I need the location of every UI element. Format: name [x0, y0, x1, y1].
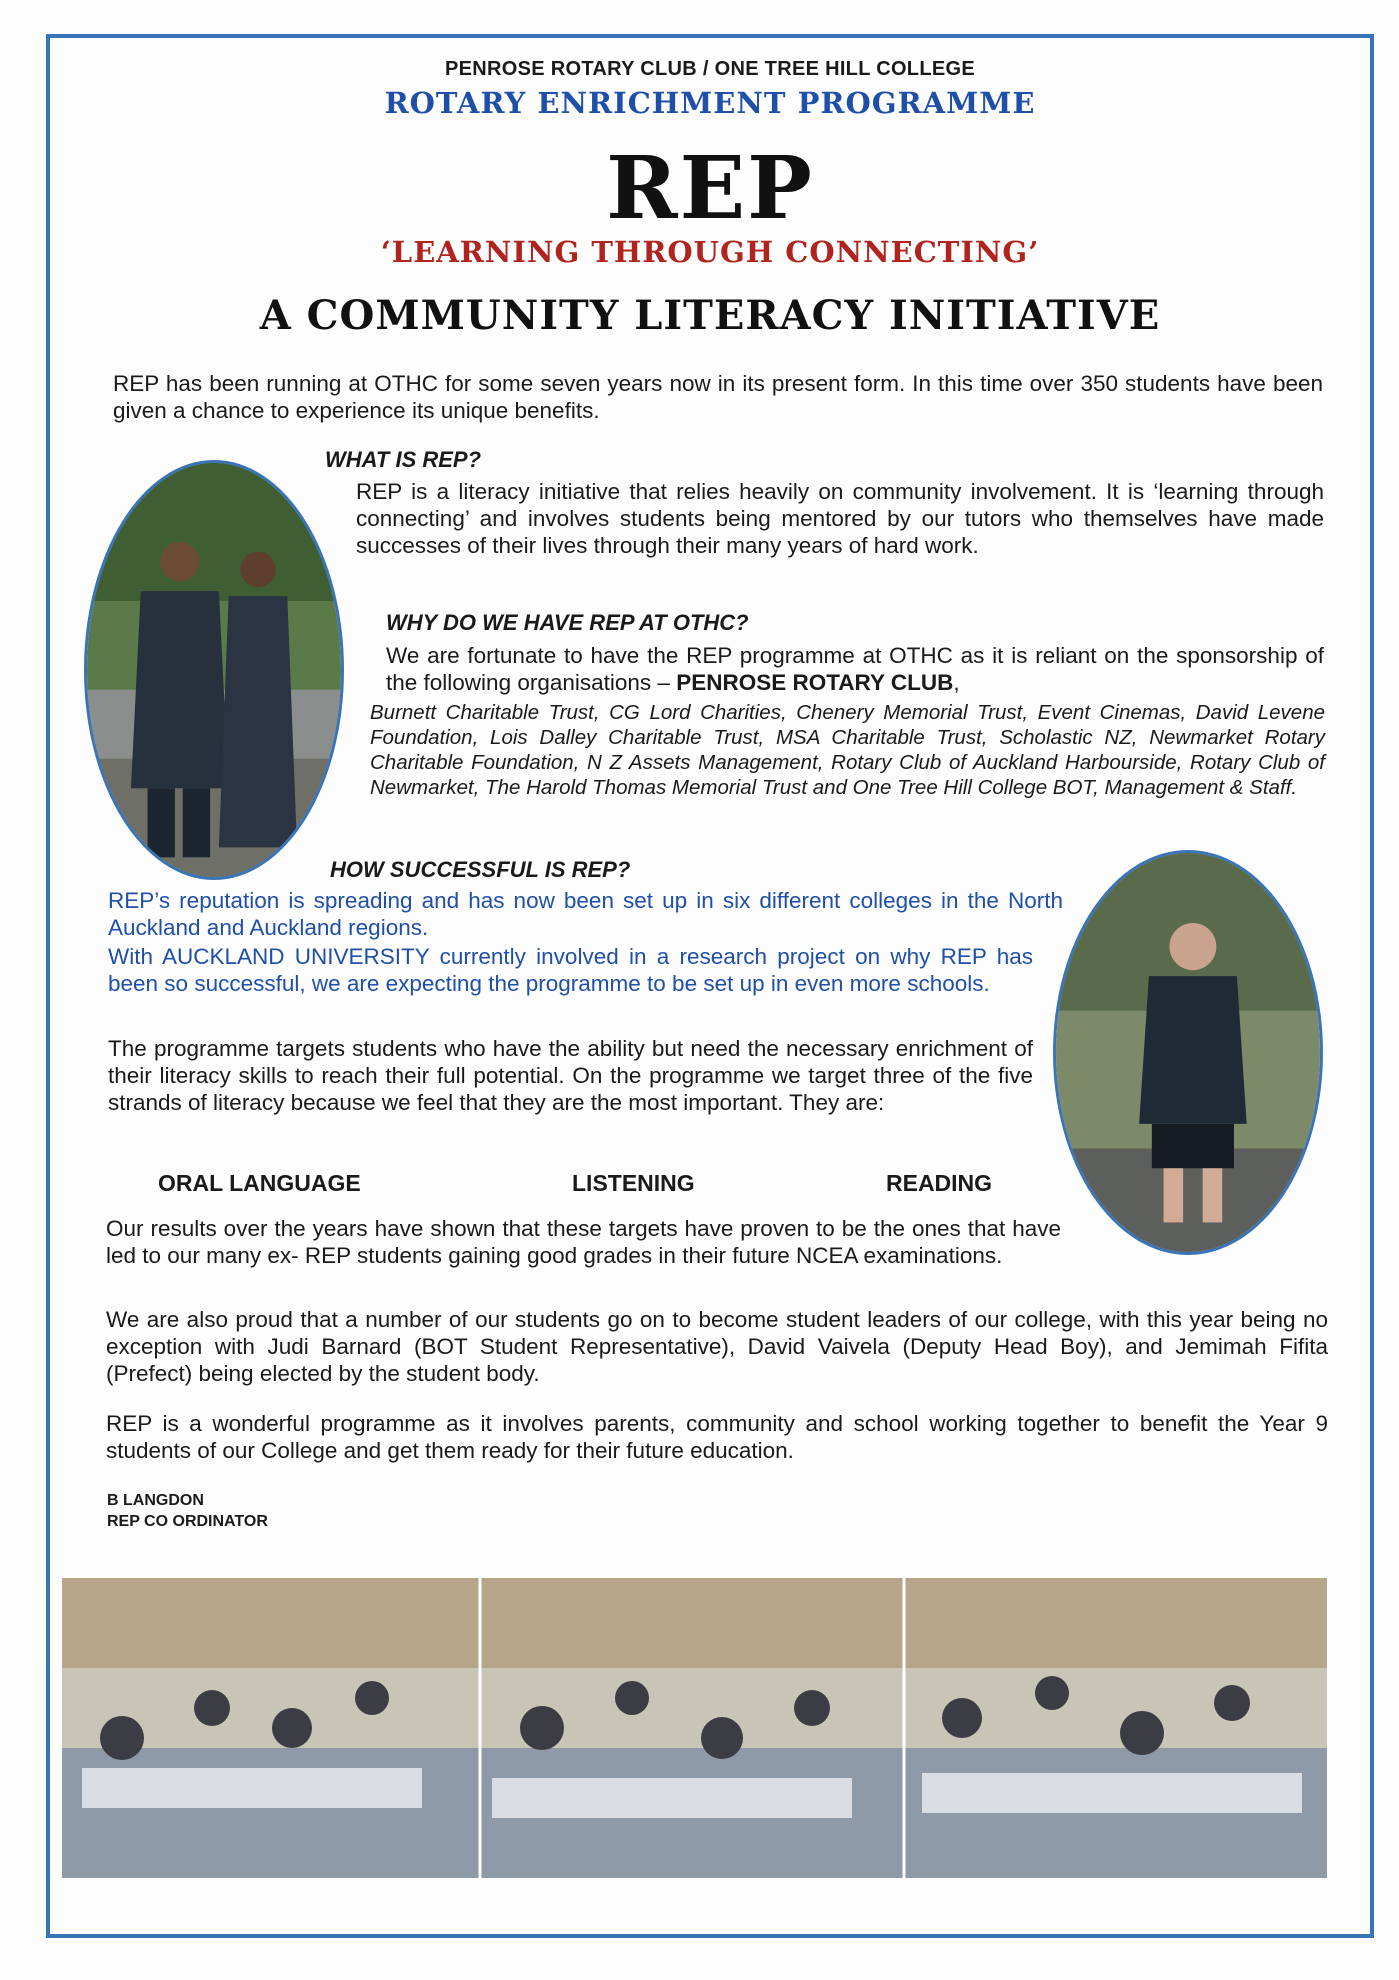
reputation-paragraph: REP’s reputation is spreading and has now been set up in six different colleges in the North Auckland and Auckland regions.: [108, 888, 1063, 940]
results-paragraph: Our results over the years have shown that these targets have proven to be the ones that have led to our many ex- REP students gaining good grades in their future NCEA examinations.: [106, 1216, 1061, 1268]
strand-listening: LISTENING: [572, 1170, 695, 1196]
closing-paragraph: REP is a wonderful programme as it involves parents, community and school working together to benefit the Year 9 students of our College and get them ready for their future education.: [106, 1411, 1328, 1463]
organisations-line: PENROSE ROTARY CLUB / ONE TREE HILL COLLEGE: [445, 58, 975, 80]
programme-title: ROTARY ENRICHMENT PROGRAMME: [384, 86, 1036, 120]
signature-role: REP CO ORDINATOR: [107, 1513, 268, 1530]
students-photo-left: [84, 460, 344, 880]
sponsor-list: Burnett Charitable Trust, CG Lord Charities, Chenery Memorial Trust, Event Cinemas, David Levene Foundation, Lois Dalley Charitable Trust, MSA Charitable Trust, Scholastic NZ, Newmarket Rotary Charitable Foundation, N Z Assets Management, Rotary Club of Auckland Harbourside, Rotary Club of Newmarket, The Harold Thomas Memorial Trust and One Tree Hill College BOT, Management & Staff.: [370, 701, 1325, 799]
why-heading: WHY DO WE HAVE REP AT OTHC?: [386, 610, 749, 635]
what-body: REP is a literacy initiative that relies heavily on community involvement. It is ‘learning through connecting’ and involves students being mentored by our tutors who themselves have made successes of their lives through their many years of hard work.: [356, 479, 1324, 558]
classroom-photo-strip: [62, 1578, 1327, 1878]
tagline: ‘LEARNING THROUGH CONNECTING’: [380, 235, 1040, 269]
auckland-university-paragraph: With AUCKLAND UNIVERSITY currently involved in a research project on why REP has been so successful, we are expecting the programme to be set up in even more schools.: [108, 944, 1033, 996]
leaders-paragraph: We are also proud that a number of our students go on to become student leaders of our college, with this year being no exception with Judi Barnard (BOT Student Representative), David Vaivela (Deputy Head Boy), and Jemimah Fifita (Prefect) being elected by the student body.: [106, 1307, 1328, 1386]
student-photo-right: [1053, 850, 1323, 1255]
signature-name: B LANGDON: [107, 1492, 204, 1509]
success-heading: HOW SUCCESSFUL IS REP?: [330, 857, 631, 882]
strand-oral-language: ORAL LANGUAGE: [158, 1170, 361, 1196]
intro-paragraph: REP has been running at OTHC for some seven years now in its present form. In this time over 350 students have been given a chance to experience its unique benefits.: [113, 371, 1323, 423]
strand-reading: READING: [886, 1170, 993, 1196]
targets-paragraph: The programme targets students who have the ability but need the necessary enrichment of their literacy skills to reach their full potential. On the programme we target three of the five strands of literacy because we feel that they are the most important. They are:: [108, 1036, 1033, 1115]
what-heading: WHAT IS REP?: [325, 447, 482, 472]
why-body: We are fortunate to have the REP programme at OTHC as it is reliant on the sponsorship of the following organisations – PENROSE ROTARY CLUB,: [386, 643, 1324, 695]
acronym-title: REP: [606, 138, 814, 239]
signature: [107, 1490, 268, 1532]
subtitle: A COMMUNITY LITERACY INITIATIVE: [259, 292, 1161, 339]
